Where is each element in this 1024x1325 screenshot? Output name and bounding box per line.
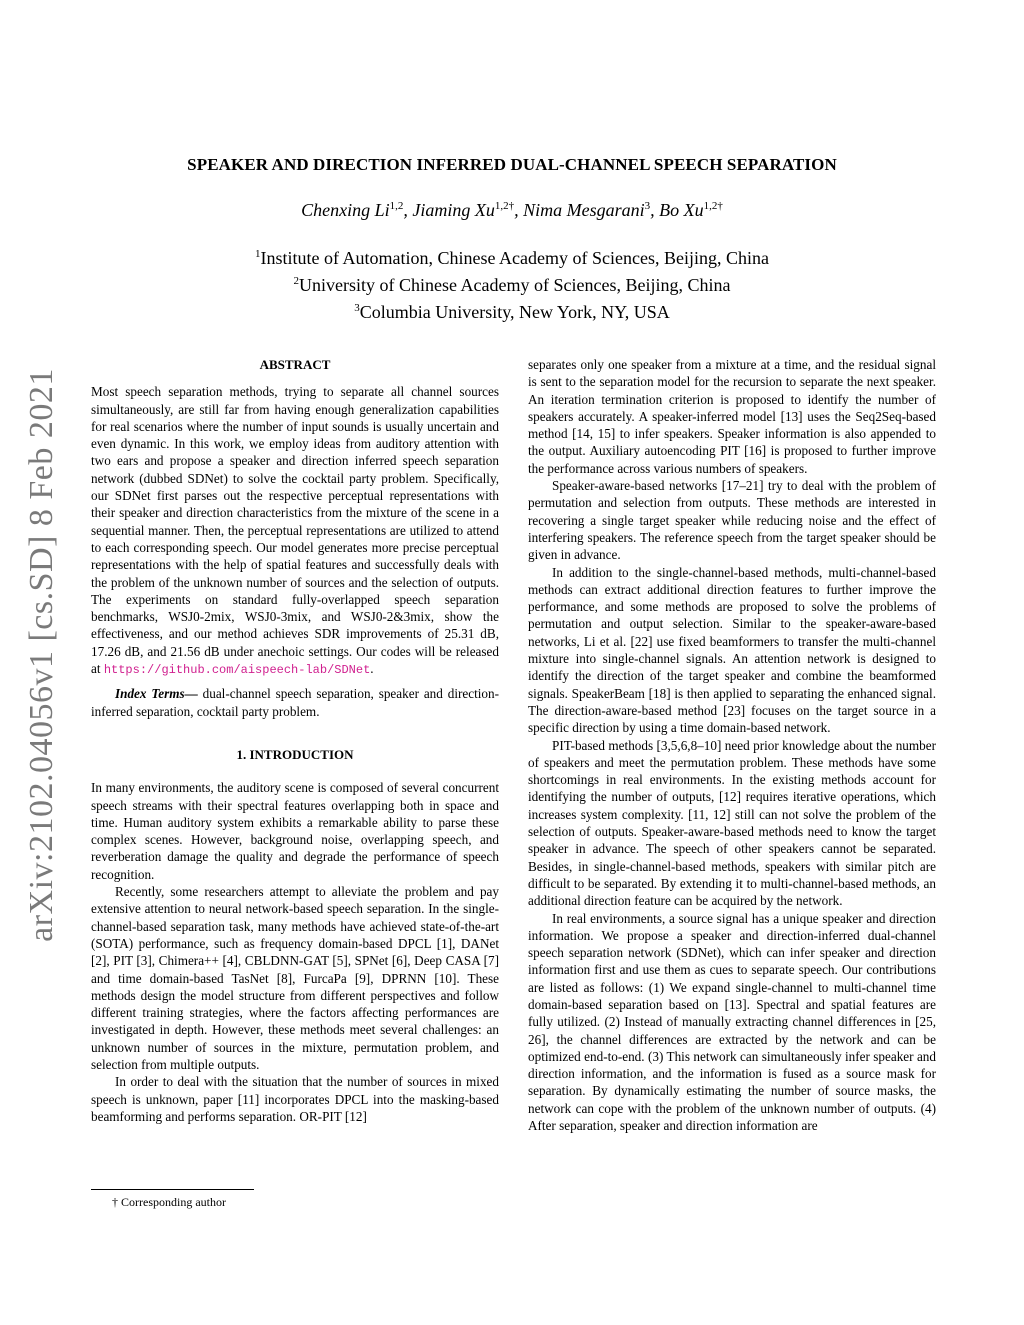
footnote-divider [91, 1189, 254, 1190]
arxiv-identifier: arXiv:2102.04056v1 [cs.SD] 8 Feb 2021 [23, 368, 61, 942]
left-column [91, 356, 499, 1125]
intro-paragraph-1: In many environments, the auditory scene is composed of several concurrent speech streams with their spectral features overlapping both in space and time. Human auditory system exhibits a remarkable ability to parse these complex scenes. However, background noise, overlapping speech, and reverberation damage the quality and degrade the performance of speech recognition. [91, 780, 499, 882]
right-paragraph-2: Speaker-aware-based networks [17–21] try to deal with the problem of permutation and selection from outputs. These methods are interested in recovering a single target speaker while reducing noise and the effect of interfering speakers. The reference speech from the target speaker should be given in advance. [528, 478, 936, 563]
intro-paragraph-3: In order to deal with the situation that the number of sources in mixed speech is unknown, paper [11] incorporates DPCL into the masking-based beamforming and performs separation. OR-PIT [12] [91, 1074, 499, 1124]
index-terms-label: Index Terms— [115, 686, 198, 702]
abstract-heading: ABSTRACT [259, 357, 331, 372]
author-2: Jiaming $Xu^{1,2\dagger}$, [412, 200, 524, 220]
index-terms: Index Terms— dual-channel speech separation, speaker and direction-inferred separation, cocktail party problem. [91, 686, 499, 719]
author-3: Nima Mesgarani$^3$, [523, 200, 660, 220]
right-column [528, 356, 936, 1134]
code-link[interactable]: https://github.com/aispeech-lab/SDNet [103, 663, 371, 678]
intro-paragraph-2: Recently, some researchers attempt to alleviate the problem and pay extensive attention to neural network-based speech separation. In the single-channel-based separation task, many methods have achieved state-of-the-art (SOTA) performance, such as frequency domain-based DPCL [1], DANet [2], PIT [3], Chimera++ [4], CBLDNN-GAT [5], SPNet [6], Deep CASA [7] and time domain-based TasNet [8], FurcaPa [9], DPRNN [10]. These methods design the model structure from different perspectives and follow different training strategies, where the factors affecting performances are investigated in depth. However, these methods meet several challenges: an unknown number of sources in the mixture, permutation problem, and selection from multiple outputs. [91, 884, 499, 1072]
affiliation-2: $^2$University of Chinese Academy of Sciences, Beijing, China [293, 275, 731, 295]
intro-heading: 1. INTRODUCTION [236, 746, 354, 762]
right-paragraph-3: In addition to the single-channel-based methods, multi-channel-based methods can extract additional direction features to further improve the performance, and some methods are proposed to solve the problems of permutation and output selection. Similar to the speaker-aware-based networks, Li et al. [22] use fixed beamformers to transfer the multi-channel mixture into single-channel signals. An attention network is designed to identify the direction of the target speaker and combine the beamformed signals. SpeakerBeam [18] is then applied to separating the enhanced signal. The direction-aware-based method [23] focuses on the target source in a specific direction by using a time domain-based network. [528, 564, 936, 736]
paper-title: SPEAKER AND DIRECTION INFERRED DUAL-CHANNEL SPEECH SEPARATION [187, 155, 837, 174]
affiliation-3: $^3$Columbia University, New York, NY, USA [354, 302, 670, 322]
author-4: Bo $Xu^{1,2\dagger}$ [659, 200, 723, 220]
affiliations [0, 243, 1024, 324]
footnote: † Corresponding author [112, 1195, 226, 1209]
right-paragraph-4: PIT-based methods [3,5,6,8–10] need prior knowledge about the number of speakers and meet the permutation problem. These methods have some shortcomings in real environments. In the existing methods account for identifying the number of outputs, [12] requires iterative operations, which increases system complexity. [11, 12] still can not solve the problem of the selection of outputs. Speaker-aware-based methods need to know the target speaker in advance. The speech of other speakers cannot be separated. Besides, in single-channel-based methods, speakers with similar pitch are difficult to be separated. By extending it to multi-channel-based methods, an additional direction feature can be acquired by the network. [528, 737, 936, 909]
right-paragraph-1: separates only one speaker from a mixture at a time, and the residual signal is sent to the separation model for the recursion to separate the next speaker. An iteration termination criterion is proposed to identify the number of speakers accurately. A speaker-inferred model [13] uses the Seq2Seq-based method [14, 15] to infer speakers. Speaker information is also appended to the output. Auxiliary autoencoding PIT [16] is proposed to further improve the performance across various numbers of speakers. [528, 357, 936, 476]
affiliation-1: $^1$Institute of Automation, Chinese Academy of Sciences, Beijing, China [255, 248, 769, 268]
author-1: Chenxing Li$^{1,2}$, [301, 200, 413, 220]
right-paragraph-5: In real environments, a source signal has a unique speaker and direction information. We propose a speaker and direction-inferred dual-channel speech separation network (SDNet), which can infer speaker and direction information first and use them as cues to separate speech. Our contributions are listed as follows: (1) We expand single-channel to multi-channel time domain-based separation based on [13]. Spectral and spatial features are fully utilized. (2) Instead of manually extracting channel differences in [25, 26], the channel differences are extracted by the network and can be optimized end-to-end. (3) This network can simultaneously infer speaker and direction information, and the information is fused as a source mask for separation. By dynamically estimating the number of source masks, the network can cope with the problem of the unknown number of outputs. (4) After separation, speaker and direction information are [528, 910, 936, 1134]
abstract-body: Most speech separation methods, trying to separate all channel sources simultaneously, are still far from having enough generalization capabilities for real scenarios where the number of input sounds is usually uncertain and even dynamic. In this work, we employ ideas from auditory attention with two ears and propose a speaker and direction inferred speech separation network (dubbed SDNet) to solve the cocktail party problem. Specifically, our SDNet first parses out the respective perceptual representations with their speaker and direction characteristics from the mixture of the scene in a sequential manner. Then, the perceptual representations are utilized to attend to each corresponding speech. Our model generates more precise perceptual representations with the help of spatial features and successfully deals with the problem of the unknown number of sources and the selection of outputs. The experiments on standard fully-overlapped speech separation benchmarks, WSJ0-2mix, WSJ0-3mix, and WSJ0-2&3mix, show the effectiveness, and our method achieves SDR improvements of 25.31 dB, 17.26 dB, and 21.56 dB under anechoic settings. Our codes will be released at https://github.com/aispeech-lab/SDNet. [91, 384, 499, 678]
author-list [0, 200, 1024, 221]
